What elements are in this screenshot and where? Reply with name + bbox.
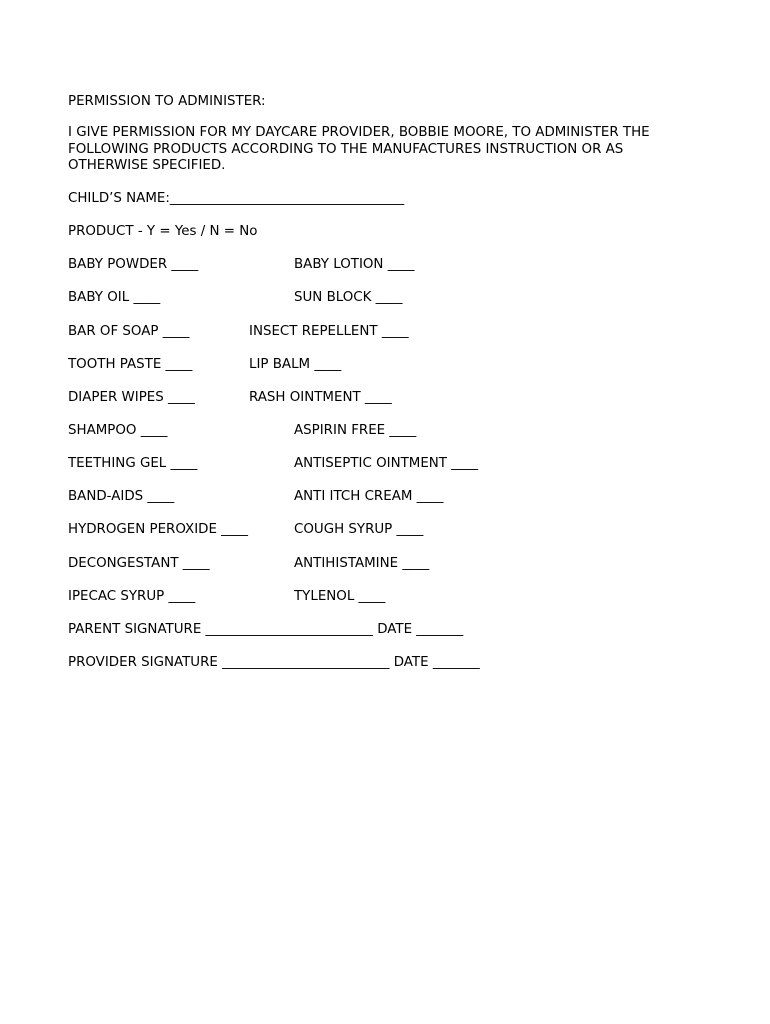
product-diaper-wipes: DIAPER WIPES ____ (68, 390, 195, 405)
product-sun-block: SUN BLOCK ____ (294, 290, 403, 305)
product-lip-balm: LIP BALM ____ (249, 357, 342, 372)
product-insect-repellent: INSECT REPELLENT ____ (249, 324, 409, 339)
product-anti-itch-cream: ANTI ITCH CREAM ____ (294, 489, 444, 504)
product-teething-gel: TEETHING GEL ____ (68, 456, 198, 471)
permission-statement: I GIVE PERMISSION FOR MY DAYCARE PROVIDER, BOBBIE MOORE, TO ADMINISTER THE FOLLOWING PRODUCTS ACCORDING TO THE MANUFACTURES INSTRUCTION OR AS OTHERWISE SPECIFIED. (68, 125, 650, 173)
product-antiseptic-ointment: ANTISEPTIC OINTMENT ____ (294, 456, 479, 471)
product-aspirin-free: ASPIRIN FREE ____ (294, 423, 417, 438)
product-shampoo: SHAMPOO ____ (68, 423, 168, 438)
product-cough-syrup: COUGH SYRUP ____ (294, 522, 424, 537)
product-bar-of-soap: BAR OF SOAP ____ (68, 324, 190, 339)
provider-signature-line: PROVIDER SIGNATURE _________________________ DATE _______ (68, 655, 480, 670)
product-tooth-paste: TOOTH PASTE ____ (68, 357, 193, 372)
product-baby-powder: BABY POWDER ____ (68, 257, 199, 272)
child-name-field: CHILD’S NAME:___________________________________ (68, 191, 405, 206)
product-tylenol: TYLENOL ____ (294, 589, 386, 604)
product-decongestant: DECONGESTANT ____ (68, 556, 210, 571)
product-legend: PRODUCT - Y = Yes / N = No (68, 224, 258, 239)
product-hydrogen-peroxide: HYDROGEN PEROXIDE ____ (68, 522, 248, 537)
product-band-aids: BAND-AIDS ____ (68, 489, 175, 504)
product-baby-oil: BABY OIL ____ (68, 290, 161, 305)
parent-signature-line: PARENT SIGNATURE _________________________ DATE _______ (68, 622, 464, 637)
form-heading: PERMISSION TO ADMINISTER: (68, 94, 266, 109)
product-rash-ointment: RASH OINTMENT ____ (249, 390, 392, 405)
product-baby-lotion: BABY LOTION ____ (294, 257, 415, 272)
product-ipecac-syrup: IPECAC SYRUP ____ (68, 589, 196, 604)
product-antihistamine: ANTIHISTAMINE ____ (294, 556, 430, 571)
